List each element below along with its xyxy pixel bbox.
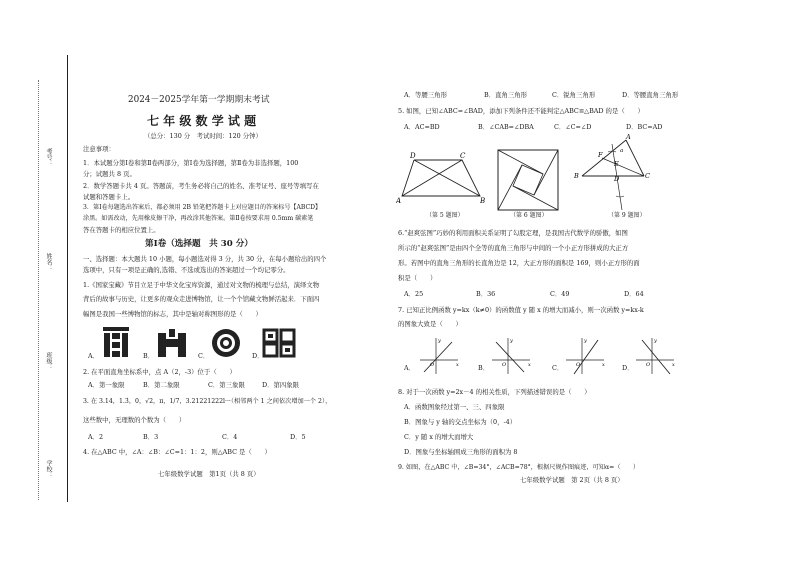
fig5-label-a: A — [396, 197, 402, 205]
notice-line: 1．本试题分第Ⅰ卷和第Ⅱ卷两部分，第Ⅰ卷为选择题，第Ⅱ卷为非选择题，100 — [83, 159, 299, 167]
subject-title: 七 年 级 数 学 试 题 — [147, 114, 257, 128]
q7-option-b: B． — [478, 364, 490, 372]
q5-option-d: D．BC=AD — [626, 123, 663, 131]
fig9-label-alpha: a — [620, 148, 624, 154]
svg-text:x: x — [528, 362, 531, 368]
q7-graph-b — [490, 336, 532, 376]
svg-text:y: y — [654, 338, 657, 344]
q7-option-c: C． — [552, 364, 564, 372]
svg-text:O: O — [576, 362, 581, 368]
svg-text:O: O — [502, 362, 507, 368]
fig5-label-d: D — [410, 152, 416, 160]
q3-option-c: C．4 — [222, 433, 238, 441]
q3-option-a: A．2 — [88, 433, 104, 441]
q6-option-c: C．49 — [550, 290, 570, 298]
q6-stem: 形。若图中的直角三角形的长直角边是 12，大正方形的面积是 169，则小正方形的面 — [398, 259, 640, 267]
museum-logo-a-icon — [101, 325, 131, 359]
fig9-label-c: C — [645, 172, 650, 180]
notice-line: 答在答题卡的相应位置上。 — [83, 226, 160, 234]
q6-option-d: D．64 — [624, 290, 644, 298]
q7-graph-c — [564, 336, 606, 376]
fill-line — [38, 80, 39, 500]
q8-option-d: D．图象与坐标轴围成三角形的面积为 8 — [404, 448, 518, 456]
notice-line: 试题和答题卡上。 — [83, 193, 135, 201]
museum-logo-b-icon — [156, 327, 188, 359]
q4-option-b: B．直角三角形 — [484, 91, 528, 99]
museum-logo-d-icon — [262, 328, 296, 358]
q3-option-d: D．5 — [290, 433, 306, 441]
year-title: 2024－2025学年第一学期期末考试 — [128, 95, 270, 105]
q8-option-c: C．y 随 x 的增大而增大 — [404, 433, 474, 441]
figure-5 — [396, 148, 488, 210]
q7-option-a: A． — [404, 364, 416, 372]
q1-option-b: B． — [143, 352, 155, 360]
q5-option-c: C．∠C=∠D — [554, 123, 592, 131]
binding-margin — [0, 0, 72, 562]
school-field: 学校： — [45, 460, 52, 478]
q7-option-d: D． — [622, 364, 634, 372]
q4-option-c: C．锐角三角形 — [552, 91, 596, 99]
q5-stem: 5. 如图，已知∠ABC=∠BAD，添加下列条件还不能判定△ABC≌△BAD 的是（ ） — [398, 107, 644, 115]
q1-stem: 幅图是我国一些博物馆的标志，其中是轴对称图形的是（ ） — [83, 310, 262, 318]
q1-option-c: C． — [198, 352, 210, 360]
page-footer-left: 七年级数学试题 第1页（共 8 页） — [158, 470, 260, 478]
q5-option-a: A．AC=BD — [404, 123, 440, 131]
fig5-label-c: C — [460, 152, 466, 160]
fig5-label-b: B — [480, 197, 486, 205]
svg-text:O: O — [430, 362, 435, 368]
q4-option-a: A．等腰三角形 — [404, 91, 447, 99]
fig9-label-d: D — [614, 175, 620, 183]
q1-stem: 1.《国家宝藏》节目立足于中华文化宝库资源，通过对文物的梳理与总结，演绎文物 — [83, 281, 320, 289]
q7-graph-d — [634, 336, 676, 376]
q6-stem: 所示的“赵爽弦图”是由四个全等的直角三角形与中间的一个小正方形拼成的大正方 — [398, 244, 629, 252]
figure-9 — [568, 134, 656, 216]
svg-text:x: x — [672, 362, 675, 368]
exam-number-field: 考号： — [45, 148, 52, 166]
notice-line: 3．第Ⅰ卷每题选出答案后，都必须用 2B 铅笔把答题卡上对应题目的答案标号【ABCD】 — [83, 204, 322, 211]
q2-option-a: A．第一象限 — [88, 381, 125, 389]
section-instruction: 选项中，只有一项是正确的,选错、不选或选出的答案超过一个均记零分。 — [83, 266, 290, 274]
fig9-caption: （第 9 题图） — [608, 212, 646, 219]
exam-info: （总分：130 分 考试时间：120 分钟） — [144, 132, 262, 140]
section-instruction: 一、选择题：本大题共 10 小题，每小题选对得 3 分，共 30 分，在每小题给出的四个 — [83, 255, 327, 263]
seal-line — [67, 55, 68, 502]
q7-stem: 的图象大致是（ ） — [398, 320, 462, 328]
fig6-caption: （第 6 题图） — [510, 212, 548, 219]
q6-option-a: A．25 — [404, 290, 424, 298]
svg-text:x: x — [602, 362, 605, 368]
q7-stem: 7. 已知正比例函数 y=kx（k≠0）的函数值 y 随 x 的增大而减小，则一次函数 y=kx-k — [398, 306, 644, 314]
q8-option-b: B．图象与 y 轴的交点坐标为（0，-4） — [404, 418, 517, 426]
svg-text:y: y — [584, 338, 587, 344]
fig9-label-e: E — [614, 160, 619, 168]
q6-stem: 积是（ ） — [398, 274, 437, 282]
class-field: 班级： — [45, 352, 52, 370]
q4-option-d: D．等腰直角三角形 — [622, 91, 679, 99]
q4-stem: 4. 在△ABC 中，∠A：∠B：∠C=1：1：2，则△ABC 是（ ） — [83, 448, 271, 456]
q7-graph-a — [418, 336, 460, 376]
notice-line: 分；试题共 8 页。 — [83, 170, 136, 178]
notice-heading: 注意事项： — [83, 145, 115, 153]
q3-option-b: B．3 — [143, 433, 159, 441]
q1-option-d: D． — [252, 352, 264, 360]
q8-stem: 8. 对于一次函数 y=2x－4 的相关性质，下列描述错误的是（ ） — [398, 388, 591, 396]
svg-text:O: O — [646, 362, 651, 368]
name-field: 姓名： — [45, 253, 52, 271]
figure-6-zhao-shuang-diagram — [496, 148, 562, 212]
museum-logo-c-icon — [210, 327, 242, 359]
q6-stem: 6.“赵爽弦图”巧妙的利用面积关系证明了勾股定理，是我国古代数学的骄傲，如图 — [398, 229, 628, 237]
q2-option-d: D．第四象限 — [262, 381, 300, 389]
svg-text:x: x — [456, 362, 459, 368]
fig5-caption: （第 5 题图） — [426, 212, 464, 219]
section-title: 第Ⅰ卷（选择题 共 30 分） — [145, 239, 253, 249]
q6-option-b: B．36 — [476, 290, 496, 298]
fig9-label-f: F — [598, 151, 603, 159]
q3-stem: 3. 在 3.14，1.3̇，0，√2，π，1/7，3.21221222l···（相邻两个 1 之间依次增加一个 2）， — [83, 398, 332, 405]
q5-option-b: B．∠CAB=∠DBA — [478, 123, 534, 131]
notice-line: 涂黑。如需改动，先用橡皮擦干净，再改涂其他答案。第Ⅱ卷按要求用 0.5mm 碳素笔 — [83, 215, 314, 222]
q2-option-c: C．第三象限 — [208, 381, 245, 389]
fig9-label-b: B — [574, 172, 579, 180]
q1-option-a: A． — [88, 352, 100, 360]
notice-line: 2．数学答题卡共 4 页。答题前，考生务必将自己的姓名、准考证号、座号等填写在 — [83, 182, 319, 190]
page-footer-right: 七年级数学试题 第 2页（共 8 页） — [520, 476, 624, 484]
q2-stem: 2. 在平面直角坐标系中，点 A（2，-3）位于（ ） — [83, 368, 236, 376]
svg-text:y: y — [438, 338, 441, 344]
q1-stem: 背后的故事与历史，让更多的观众走进博物馆，让一个个馆藏文物鲜活起来．下面四 — [83, 295, 320, 303]
q9-stem: 9. 如图，在△ABC 中，∠B=34°，∠ACB=78°，根据尺规作图痕迹，可知α=（ ） — [398, 464, 640, 471]
q2-option-b: B．第二象限 — [143, 381, 180, 389]
svg-text:y: y — [510, 338, 513, 344]
q8-option-a: A．函数图象经过第一、三、四象限 — [404, 403, 505, 411]
fig9-label-a: A — [626, 134, 631, 141]
q3-stem: 这些数中，无理数的个数为（ ） — [83, 416, 186, 424]
